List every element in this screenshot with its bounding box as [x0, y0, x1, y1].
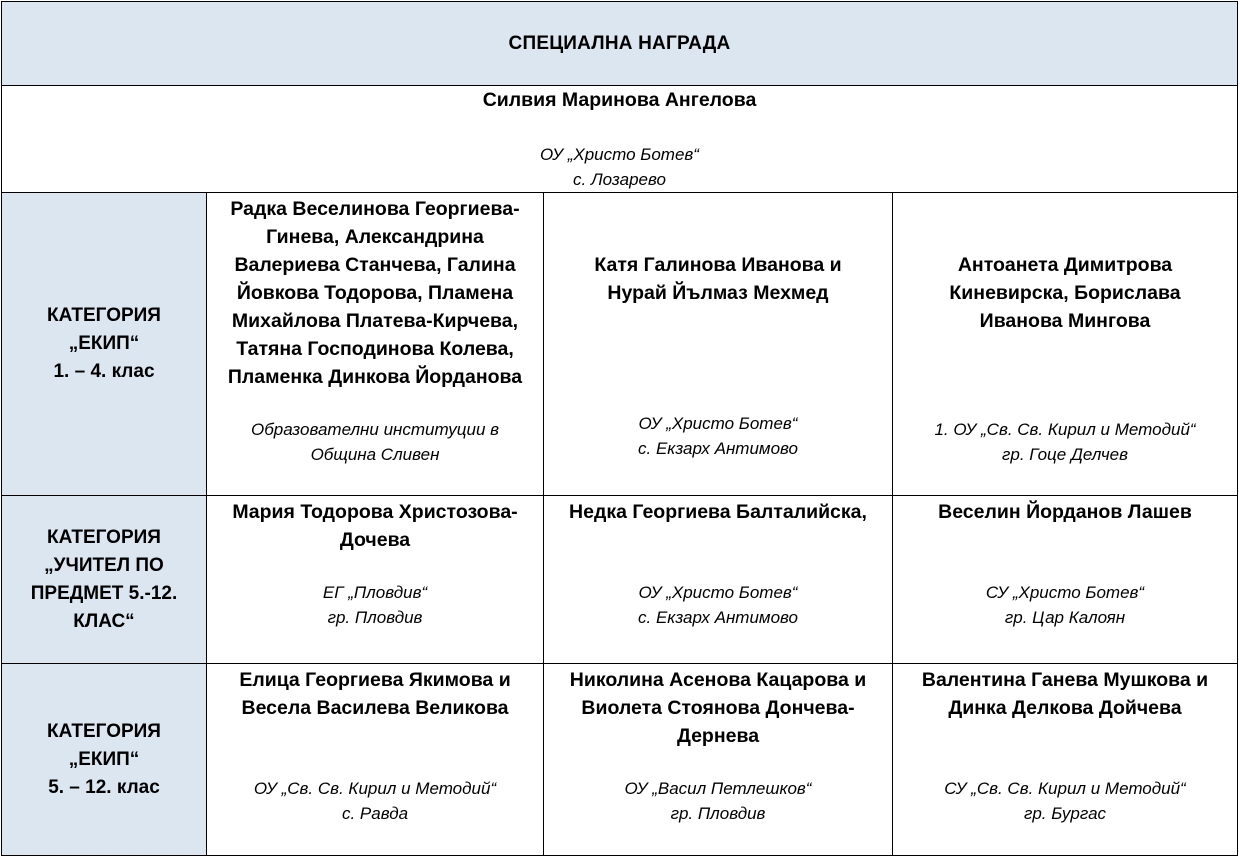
award-cell: [544, 496, 892, 663]
category-line: ПРЕДМЕТ 5.-12.: [30, 582, 178, 604]
table-border-top: [1, 1, 1238, 2]
nominee-name-line: Нурай Йълмаз Мехмед: [607, 282, 829, 304]
nominee-name-line: Гинева, Александрина: [266, 226, 484, 248]
category-line: 1. – 4. клас: [53, 361, 155, 382]
award-cell: [207, 496, 543, 663]
column-divider: [892, 192, 893, 856]
page-title: СПЕЦИАЛНА НАГРАДА: [508, 32, 731, 54]
nominee-name-line: Катя Галинова Иванова и: [594, 254, 842, 276]
category-cell: [2, 496, 206, 663]
nominee-name-line: Киневирска, Борислава: [949, 282, 1181, 304]
nominee-name-line: Валентина Ганева Мушкова и: [921, 669, 1209, 691]
award-cell: [207, 664, 543, 855]
nominee-name-line: Радка Веселинова Георгиева-: [230, 198, 520, 220]
award-cell: [207, 193, 543, 495]
nominee-name-line: Валериева Станчева, Галина: [234, 254, 516, 276]
nominee-name-line: Мария Тодорова Христозова-: [232, 501, 518, 523]
nominee-name-line: Йовкова Тодорова, Пламена: [236, 282, 514, 304]
nominee-name-line: Пламенка Динкова Йорданова: [227, 366, 523, 388]
column-divider: [543, 192, 544, 856]
category-line: КАТЕГОРИЯ: [47, 526, 161, 548]
nominee-name-line: Антоанета Димитрова: [957, 254, 1173, 276]
institution-line: гр. Бургас: [1023, 804, 1107, 823]
nominee-name-line: Динка Делкова Дойчева: [948, 697, 1182, 719]
institution-line: Община Сливен: [310, 445, 440, 464]
special-award-cell: [2, 86, 1237, 192]
institution-line: гр. Гоце Делчев: [1002, 445, 1128, 464]
category-line: КЛАС“: [73, 610, 135, 632]
nominee-name-line: Веселин Йорданов Лашев: [938, 501, 1192, 523]
category-line: КАТЕГОРИЯ: [47, 720, 161, 742]
institution-line: ОУ „Христо Ботев“: [638, 414, 798, 433]
special-award-school: ОУ „Христо Ботев“: [540, 145, 699, 164]
nominee-name-line: Дернева: [676, 725, 760, 747]
institution-line: 1. ОУ „Св. Св. Кирил и Методий“: [934, 420, 1196, 439]
institution-line: гр. Цар Калоян: [1004, 608, 1126, 627]
special-award-town: с. Лозарево: [573, 170, 666, 189]
award-cell: [544, 193, 892, 495]
nominee-name-line: Николина Асенова Кацарова и: [569, 669, 867, 691]
category-line: „ЕКИП“: [68, 333, 140, 354]
category-line: КАТЕГОРИЯ: [47, 305, 161, 326]
nominee-name-line: Виолета Стоянова Дончева-: [581, 697, 855, 719]
table-border-bottom: [1, 855, 1238, 856]
row-divider: [1, 192, 1238, 193]
award-cell: [893, 193, 1237, 495]
institution-line: СУ „Св. Св. Кирил и Методий“: [944, 779, 1186, 798]
column-divider: [206, 192, 207, 856]
category-cell: [2, 664, 206, 855]
award-cell: [893, 496, 1237, 663]
nominee-name-line: Весела Василева Великова: [241, 697, 509, 719]
institution-line: с. Екзарх Антимово: [638, 608, 798, 627]
award-cell: [544, 664, 892, 855]
table-border-right: [1237, 1, 1238, 856]
nominee-name-line: Недка Георгиева Балталийска,: [569, 501, 867, 523]
institution-line: ОУ „Христо Ботев“: [638, 583, 798, 602]
special-award-name: Силвия Маринова Ангелова: [482, 89, 757, 111]
category-cell: [2, 193, 206, 495]
category-line: „УЧИТЕЛ ПО: [44, 554, 164, 576]
table-header: [2, 2, 1237, 85]
institution-line: гр. Пловдив: [670, 804, 766, 823]
institution-line: ОУ „Васил Петлешков“: [624, 779, 812, 798]
institution-line: ЕГ „Пловдив“: [322, 583, 428, 602]
category-line: 5. – 12. клас: [48, 776, 160, 798]
award-cell: [893, 664, 1237, 855]
row-divider: [1, 663, 1238, 664]
nominee-name-line: Елица Георгиева Якимова и: [239, 669, 511, 691]
nominee-name-line: Михайлова Платева-Кирчева,: [231, 310, 519, 332]
institution-line: гр. Пловдив: [327, 608, 423, 627]
nominee-name-line: Дочева: [339, 529, 411, 551]
institution-line: СУ „Христо Ботев“: [985, 583, 1145, 602]
institution-line: ОУ „Св. Св. Кирил и Методий“: [253, 779, 497, 798]
row-divider: [1, 495, 1238, 496]
nominee-name-line: Иванова Мингова: [979, 310, 1151, 332]
institution-line: Образователни институции в: [250, 420, 500, 439]
institution-line: с. Екзарх Антимово: [638, 439, 798, 458]
nominee-name-line: Татяна Господинова Колева,: [236, 338, 514, 360]
institution-line: с. Равда: [341, 804, 409, 823]
category-line: „ЕКИП“: [68, 748, 140, 770]
table-border-left: [1, 1, 2, 856]
row-divider: [1, 85, 1238, 86]
